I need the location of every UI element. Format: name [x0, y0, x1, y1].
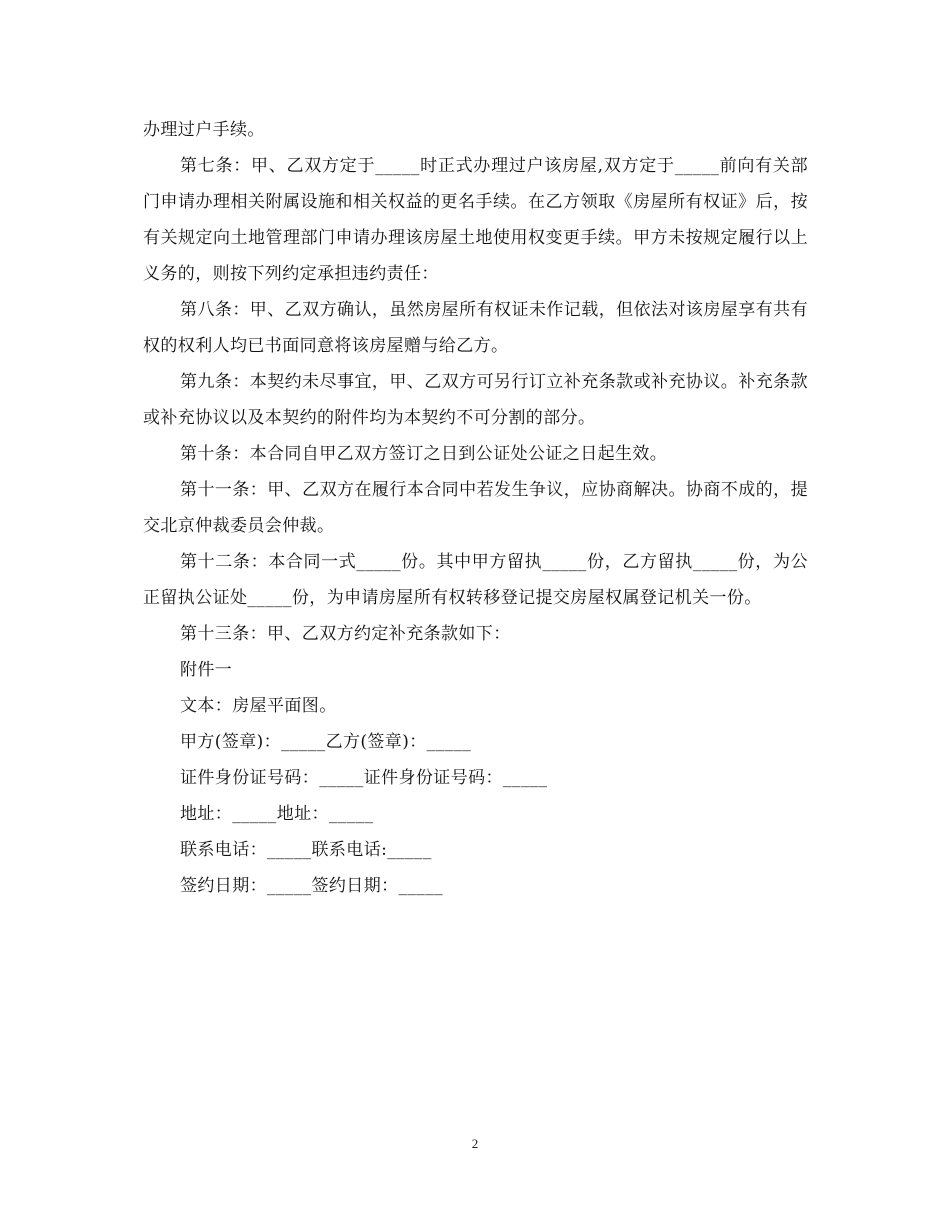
- attachment-text: 文本：房屋平面图。: [180, 696, 337, 716]
- signing-date-line: 签约日期：_____签约日期：_____: [180, 876, 443, 896]
- signature-line: 甲方(签章)：_____乙方(签章)：_____: [180, 732, 472, 752]
- page-number: 2: [471, 1136, 479, 1151]
- paragraph-article-8: 第八条：甲、乙双方确认，虽然房屋所有权证未作记载，但依法对该房屋享有共有权的权利人均已书面同意将该房屋赠与给乙方。: [143, 300, 808, 356]
- paragraph-article-11: 第十一条：甲、乙双方在履行本合同中若发生争议，应协商解决。协商不成的，提交北京仲裁委员会仲裁。: [143, 480, 808, 536]
- phone-line: 联系电话：_____联系电话:_____: [180, 840, 432, 860]
- paragraph-article-10: 第十条：本合同自甲乙双方签订之日到公证处公证之日起生效。: [180, 444, 668, 464]
- paragraph-article-9: 第九条：本契约未尽事宜，甲、乙双方可另行订立补充条款或补充协议。补充条款或补充协议以及本契约的附件均为本契约不可分割的部分。: [143, 372, 808, 428]
- paragraph-article-12: 第十二条：本合同一式_____份。其中甲方留执_____份，乙方留执_____份，为公正留执公证处_____份，为申请房屋所有权转移登记提交房屋权属登记机关一份。: [143, 552, 808, 608]
- id-number-line: 证件身份证号码：_____证件身份证号码：_____: [180, 768, 548, 788]
- paragraph-continuation: 办理过户手续。: [143, 120, 265, 140]
- address-line: 地址：_____地址：_____: [180, 804, 374, 824]
- attachment-heading: 附件一: [180, 660, 233, 680]
- paragraph-article-7: 第七条：甲、乙双方定于_____时正式办理过户该房屋,双方定于_____前向有关部门申请办理相关附属设施和相关权益的更名手续。在乙方领取《房屋所有权证》后，按有关规定向土地管理部门申请办理该房屋土地使用权变更手续。甲方未按规定履行以上义务的，则按下列约定承担违约责任：: [143, 156, 808, 284]
- document-body: [143, 112, 808, 904]
- paragraph-article-13: 第十三条：甲、乙双方约定补充条款如下：: [180, 624, 511, 644]
